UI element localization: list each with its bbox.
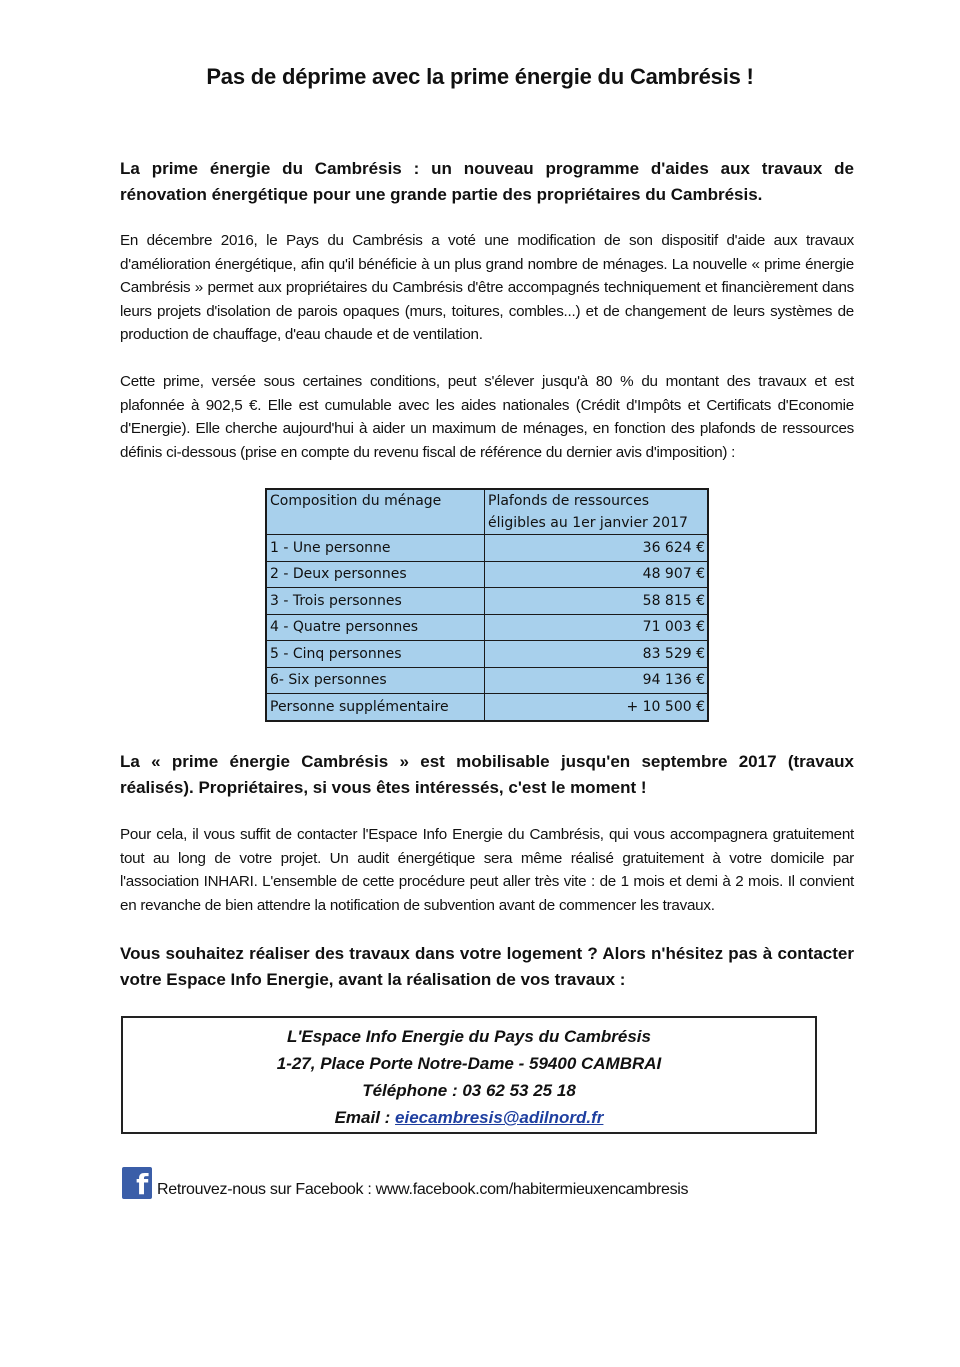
table-row [266, 588, 708, 615]
contact-address: 1-27, Place Porte Notre-Dame - 59400 CAMBRAI [276, 1054, 662, 1073]
household-cell: 1 - Une personne [266, 535, 485, 562]
table-row [266, 641, 708, 668]
household-cell: 3 - Trois personnes [266, 588, 485, 615]
call-to-action-paragraph: Vous souhaitez réaliser des travaux dans votre logement ? Alors n'hésitez pas à contacter votre Espace Info Energie, avant la réalisation de vos travaux : [120, 944, 854, 989]
ceiling-cell: 83 529 € [485, 641, 709, 668]
facebook-icon: f [122, 1167, 152, 1199]
table-header-ceilings [485, 489, 709, 535]
facebook-text: Retrouvez-nous sur Facebook : www.facebook.com/habitermieuxencambresis [157, 1181, 689, 1198]
procedure-paragraph: Pour cela, il vous suffit de contacter l'Espace Info Energie du Cambrésis, qui vous accompagnera gratuitement tout au long de votre projet. Un audit énergétique sera même réalisé gratuitement à votre domicile par l'association INHARI. L'ensemble de cette procédure peut aller très vite : de 1 mois et demi à 2 mois. Il convient en revanche de bien attendre la notification de subvention avant de commencer les travaux. [120, 826, 854, 914]
table-row [266, 614, 708, 641]
table-row [266, 667, 708, 694]
ceiling-cell: 36 624 € [485, 535, 709, 562]
contact-box [121, 1016, 817, 1134]
table-header-row [266, 489, 708, 535]
ceiling-cell: 58 815 € [485, 588, 709, 615]
facebook-row [122, 1167, 688, 1199]
ceiling-cell: 71 003 € [485, 614, 709, 641]
ceiling-cell: + 10 500 € [485, 694, 709, 721]
table-row [266, 535, 708, 562]
intro-paragraph: En décembre 2016, le Pays du Cambrésis a voté une modification de son dispositif d'aide aux travaux d'amélioration énergétique, afin qu'il bénéficie à un plus grand nombre de ménages. La nouvelle « prime énergie Cambrésis » permet aux propriétaires du Cambrésis d'être accompagnés techniquement et financièrement dans leurs projets d'isolation de parois opaques (murs, toitures, combles...) et de changement de leurs systèmes de production de chauffage, d'eau chaude et de ventilation. [120, 232, 854, 344]
table-row [266, 694, 708, 721]
household-cell: 6- Six personnes [266, 667, 485, 694]
household-cell: 2 - Deux personnes [266, 561, 485, 588]
contact-name: L'Espace Info Energie du Pays du Cambrésis [287, 1027, 651, 1046]
table-header-composition: Composition du ménage [266, 489, 485, 535]
contact-phone: Téléphone : 03 62 53 25 18 [362, 1081, 576, 1100]
deadline-paragraph: La « prime énergie Cambrésis » est mobilisable jusqu'en septembre 2017 (travaux réalisés). Propriétaires, si vous êtes intéressés, c'est le moment ! [120, 752, 854, 797]
lead-paragraph: La prime énergie du Cambrésis : un nouveau programme d'aides aux travaux de rénovation énergétique pour une grande partie des propriétaires du Cambrésis. [120, 159, 854, 204]
household-cell: 4 - Quatre personnes [266, 614, 485, 641]
table-row [266, 561, 708, 588]
contact-email-line [123, 1104, 815, 1131]
household-cell: 5 - Cinq personnes [266, 641, 485, 668]
contact-email-link[interactable]: eiecambresis@adilnord.fr [395, 1108, 604, 1127]
contact-email-label: Email : [334, 1108, 396, 1127]
table-header-ceilings-text: Plafonds de ressources éligibles au 1er janvier 2017 [488, 493, 688, 531]
income-ceilings-table [265, 488, 709, 722]
page-title: Pas de déprime avec la prime énergie du Cambrésis ! [206, 64, 754, 89]
ceiling-cell: 94 136 € [485, 667, 709, 694]
household-cell: Personne supplémentaire [266, 694, 485, 721]
ceiling-cell: 48 907 € [485, 561, 709, 588]
conditions-paragraph: Cette prime, versée sous certaines conditions, peut s'élever jusqu'à 80 % du montant des travaux et est plafonnée à 902,5 €. Elle est cumulable avec les aides nationales (Crédit d'Impôts et Certificats d'Economie d'Energie). Elle cherche aujourd'hui à aider un maximum de ménages, en fonction des plafonds de ressources définis ci-dessous (prise en compte du revenu fiscal de référence du dernier avis d'imposition) : [120, 373, 854, 461]
